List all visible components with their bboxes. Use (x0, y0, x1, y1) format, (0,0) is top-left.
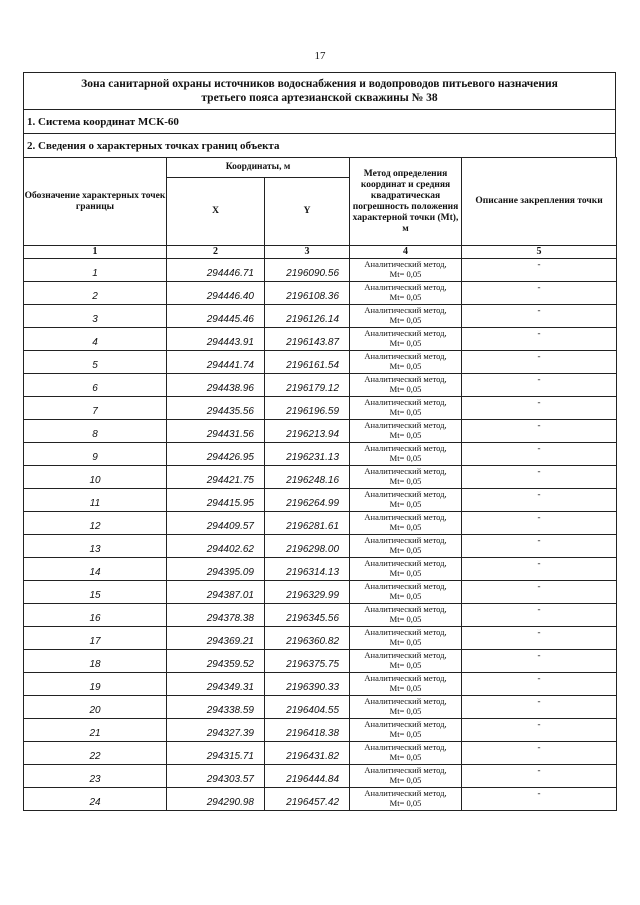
method-error: Mt= 0,05 (389, 315, 422, 325)
method-cell (350, 719, 462, 742)
table-row (24, 558, 617, 581)
col-number: 4 (350, 246, 462, 259)
description-cell: - (462, 765, 617, 788)
header-description: Описание закрепления точки (462, 158, 617, 246)
method-error: Mt= 0,05 (389, 361, 422, 371)
description-cell: - (462, 328, 617, 351)
method-error: Mt= 0,05 (389, 683, 422, 693)
method-error: Mt= 0,05 (389, 614, 422, 624)
method-error: Mt= 0,05 (389, 338, 422, 348)
point-number: 19 (24, 673, 167, 696)
method-error: Mt= 0,05 (389, 292, 422, 302)
coord-x: 294395.09 (167, 558, 265, 581)
coord-x: 294445.46 (167, 305, 265, 328)
description-cell: - (462, 581, 617, 604)
point-number: 21 (24, 719, 167, 742)
table-row (24, 535, 617, 558)
section-coordinate-system: 1. Система координат МСК-60 (23, 109, 616, 133)
table-row (24, 351, 617, 374)
col-number: 5 (462, 246, 617, 259)
coord-y: 2196213.94 (265, 420, 350, 443)
document-sheet (23, 72, 616, 811)
table-row (24, 765, 617, 788)
point-number: 9 (24, 443, 167, 466)
method-error: Mt= 0,05 (389, 775, 422, 785)
table-row (24, 328, 617, 351)
point-number: 14 (24, 558, 167, 581)
coord-y: 2196231.13 (265, 443, 350, 466)
coord-x: 294290.98 (167, 788, 265, 811)
method-error: Mt= 0,05 (389, 591, 422, 601)
method-text: Аналитический метод, (364, 397, 447, 407)
coord-y: 2196281.61 (265, 512, 350, 535)
coord-x: 294378.38 (167, 604, 265, 627)
description-cell: - (462, 489, 617, 512)
point-number: 11 (24, 489, 167, 512)
method-error: Mt= 0,05 (389, 568, 422, 578)
coord-x: 294421.75 (167, 466, 265, 489)
description-cell: - (462, 742, 617, 765)
title-line-2: третьего пояса артезианской скважины № 38 (201, 92, 438, 104)
method-text: Аналитический метод, (364, 512, 447, 522)
method-error: Mt= 0,05 (389, 637, 422, 647)
description-cell: - (462, 443, 617, 466)
method-cell (350, 650, 462, 673)
method-error: Mt= 0,05 (389, 499, 422, 509)
table-row (24, 719, 617, 742)
coord-y: 2196404.55 (265, 696, 350, 719)
method-text: Аналитический метод, (364, 420, 447, 430)
coord-x: 294438.96 (167, 374, 265, 397)
method-cell (350, 742, 462, 765)
point-number: 12 (24, 512, 167, 535)
coord-y: 2196390.33 (265, 673, 350, 696)
method-cell (350, 512, 462, 535)
col-number: 3 (265, 246, 350, 259)
point-number: 18 (24, 650, 167, 673)
method-error: Mt= 0,05 (389, 752, 422, 762)
header-x: X (167, 178, 265, 246)
method-cell (350, 627, 462, 650)
header-coords: Координаты, м (167, 158, 350, 178)
title-line-1: Зона санитарной охраны источников водоснабжения и водопроводов питьевого назначения (81, 78, 558, 90)
description-cell: - (462, 558, 617, 581)
coord-x: 294359.52 (167, 650, 265, 673)
method-text: Аналитический метод, (364, 489, 447, 499)
method-error: Mt= 0,05 (389, 522, 422, 532)
method-text: Аналитический метод, (364, 581, 447, 591)
coord-y: 2196264.99 (265, 489, 350, 512)
point-number: 5 (24, 351, 167, 374)
table-row (24, 259, 617, 282)
method-cell (350, 788, 462, 811)
description-cell: - (462, 512, 617, 535)
method-cell (350, 558, 462, 581)
coord-y: 2196444.84 (265, 765, 350, 788)
method-error: Mt= 0,05 (389, 706, 422, 716)
coord-x: 294402.62 (167, 535, 265, 558)
method-error: Mt= 0,05 (389, 798, 422, 808)
description-cell: - (462, 374, 617, 397)
table-row (24, 581, 617, 604)
point-number: 8 (24, 420, 167, 443)
method-cell (350, 765, 462, 788)
point-number: 24 (24, 788, 167, 811)
method-text: Аналитический метод, (364, 788, 447, 798)
point-number: 17 (24, 627, 167, 650)
table-row (24, 420, 617, 443)
coord-x: 294415.95 (167, 489, 265, 512)
method-cell (350, 328, 462, 351)
method-text: Аналитический метод, (364, 742, 447, 752)
method-error: Mt= 0,05 (389, 384, 422, 394)
boundary-points-table (23, 157, 617, 811)
method-text: Аналитический метод, (364, 305, 447, 315)
method-cell (350, 259, 462, 282)
document-title (23, 72, 616, 109)
point-number: 23 (24, 765, 167, 788)
table-row (24, 282, 617, 305)
description-cell: - (462, 604, 617, 627)
coord-x: 294446.71 (167, 259, 265, 282)
coord-y: 2196196.59 (265, 397, 350, 420)
point-number: 22 (24, 742, 167, 765)
coord-x: 294315.71 (167, 742, 265, 765)
table-body (24, 259, 617, 811)
coord-x: 294349.31 (167, 673, 265, 696)
point-number: 6 (24, 374, 167, 397)
point-number: 16 (24, 604, 167, 627)
method-error: Mt= 0,05 (389, 453, 422, 463)
coord-x: 294409.57 (167, 512, 265, 535)
point-number: 10 (24, 466, 167, 489)
description-cell: - (462, 305, 617, 328)
method-cell (350, 466, 462, 489)
method-text: Аналитический метод, (364, 696, 447, 706)
coord-x: 294435.56 (167, 397, 265, 420)
method-text: Аналитический метод, (364, 328, 447, 338)
coord-x: 294446.40 (167, 282, 265, 305)
method-error: Mt= 0,05 (389, 430, 422, 440)
coord-y: 2196298.00 (265, 535, 350, 558)
method-text: Аналитический метод, (364, 374, 447, 384)
coord-y: 2196345.56 (265, 604, 350, 627)
description-cell: - (462, 351, 617, 374)
point-number: 2 (24, 282, 167, 305)
coord-y: 2196418.38 (265, 719, 350, 742)
description-cell: - (462, 535, 617, 558)
coord-y: 2196108.36 (265, 282, 350, 305)
header-y: Y (265, 178, 350, 246)
table-row (24, 673, 617, 696)
coord-y: 2196161.54 (265, 351, 350, 374)
description-cell: - (462, 719, 617, 742)
method-error: Mt= 0,05 (389, 269, 422, 279)
point-number: 20 (24, 696, 167, 719)
method-error: Mt= 0,05 (389, 407, 422, 417)
description-cell: - (462, 650, 617, 673)
method-text: Аналитический метод, (364, 282, 447, 292)
table-row (24, 397, 617, 420)
point-number: 13 (24, 535, 167, 558)
point-number: 1 (24, 259, 167, 282)
coord-x: 294431.56 (167, 420, 265, 443)
col-number: 2 (167, 246, 265, 259)
table-row (24, 489, 617, 512)
coord-y: 2196248.16 (265, 466, 350, 489)
method-text: Аналитический метод, (364, 673, 447, 683)
coord-x: 294443.91 (167, 328, 265, 351)
method-cell (350, 351, 462, 374)
coord-y: 2196329.99 (265, 581, 350, 604)
point-number: 4 (24, 328, 167, 351)
method-cell (350, 489, 462, 512)
method-cell (350, 581, 462, 604)
method-cell (350, 282, 462, 305)
coord-x: 294327.39 (167, 719, 265, 742)
section-boundary-points: 2. Сведения о характерных точках границ объекта (23, 133, 616, 157)
coord-x: 294426.95 (167, 443, 265, 466)
page-number: 17 (314, 50, 326, 62)
description-cell: - (462, 259, 617, 282)
table-row (24, 374, 617, 397)
coord-y: 2196375.75 (265, 650, 350, 673)
coord-x: 294303.57 (167, 765, 265, 788)
point-number: 15 (24, 581, 167, 604)
table-row (24, 627, 617, 650)
method-text: Аналитический метод, (364, 535, 447, 545)
method-text: Аналитический метод, (364, 765, 447, 775)
method-text: Аналитический метод, (364, 351, 447, 361)
method-cell (350, 420, 462, 443)
description-cell: - (462, 420, 617, 443)
table-row (24, 443, 617, 466)
method-text: Аналитический метод, (364, 650, 447, 660)
method-cell (350, 673, 462, 696)
description-cell: - (462, 466, 617, 489)
description-cell: - (462, 673, 617, 696)
coord-y: 2196360.82 (265, 627, 350, 650)
coord-y: 2196431.82 (265, 742, 350, 765)
description-cell: - (462, 696, 617, 719)
method-text: Аналитический метод, (364, 719, 447, 729)
method-text: Аналитический метод, (364, 443, 447, 453)
description-cell: - (462, 282, 617, 305)
description-cell: - (462, 627, 617, 650)
method-cell (350, 374, 462, 397)
method-cell (350, 535, 462, 558)
coord-y: 2196143.87 (265, 328, 350, 351)
coord-x: 294387.01 (167, 581, 265, 604)
coord-x: 294441.74 (167, 351, 265, 374)
table-row (24, 696, 617, 719)
header-point: Обозначение характерных точек границы (24, 158, 167, 246)
coord-y: 2196179.12 (265, 374, 350, 397)
table-row (24, 512, 617, 535)
col-number: 1 (24, 246, 167, 259)
coord-y: 2196314.13 (265, 558, 350, 581)
table-row (24, 788, 617, 811)
table-row (24, 466, 617, 489)
coord-x: 294369.21 (167, 627, 265, 650)
description-cell: - (462, 788, 617, 811)
header-method: Метод определения координат и средняя квадратическая погрешность положения характерной точки (Mt), м (350, 158, 462, 246)
method-text: Аналитический метод, (364, 558, 447, 568)
description-cell: - (462, 397, 617, 420)
table-row (24, 305, 617, 328)
method-error: Mt= 0,05 (389, 545, 422, 555)
coord-y: 2196457.42 (265, 788, 350, 811)
coord-y: 2196090.56 (265, 259, 350, 282)
table-row (24, 650, 617, 673)
method-text: Аналитический метод, (364, 604, 447, 614)
table-row (24, 742, 617, 765)
method-error: Mt= 0,05 (389, 660, 422, 670)
method-cell (350, 696, 462, 719)
method-error: Mt= 0,05 (389, 729, 422, 739)
method-cell (350, 443, 462, 466)
point-number: 3 (24, 305, 167, 328)
method-cell (350, 604, 462, 627)
method-text: Аналитический метод, (364, 466, 447, 476)
point-number: 7 (24, 397, 167, 420)
method-error: Mt= 0,05 (389, 476, 422, 486)
method-text: Аналитический метод, (364, 259, 447, 269)
coord-y: 2196126.14 (265, 305, 350, 328)
method-text: Аналитический метод, (364, 627, 447, 637)
method-cell (350, 305, 462, 328)
table-row (24, 604, 617, 627)
coord-x: 294338.59 (167, 696, 265, 719)
method-cell (350, 397, 462, 420)
